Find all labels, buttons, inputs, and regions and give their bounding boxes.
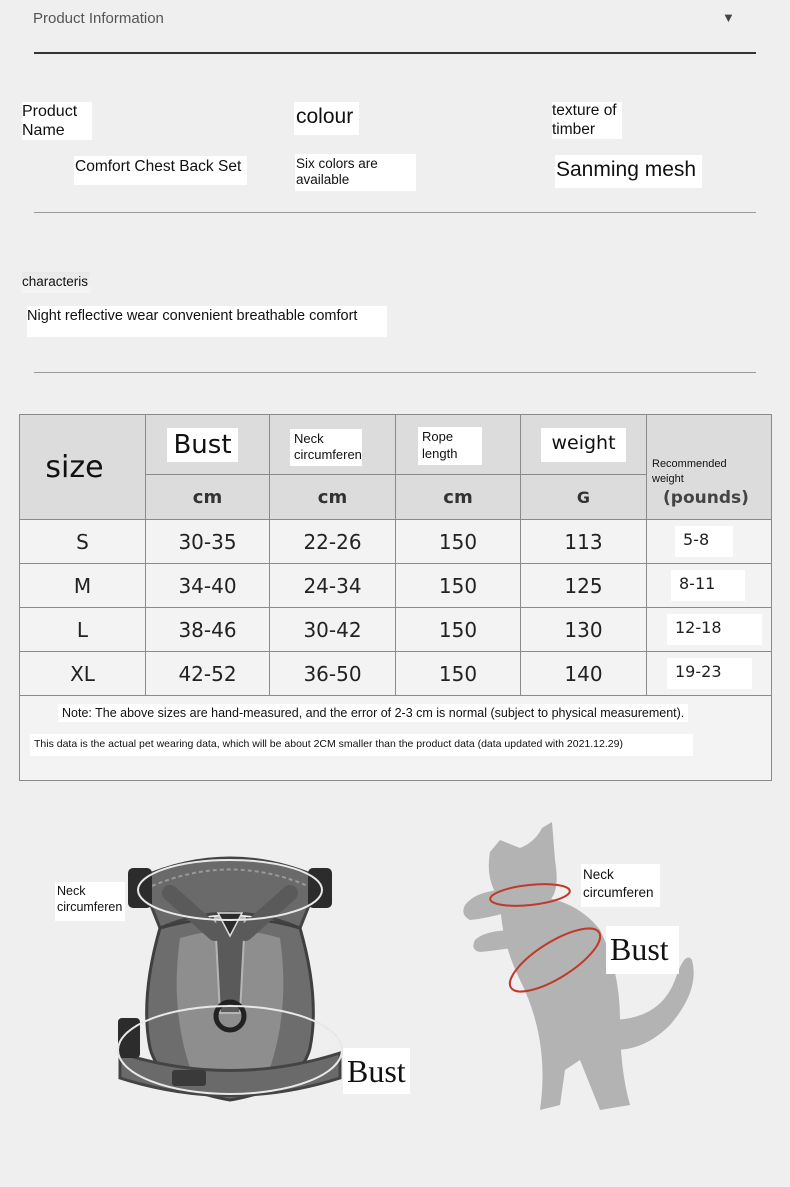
weight-header: weight (521, 415, 647, 475)
table-row (20, 652, 772, 696)
bust-cell: 42-52 (146, 652, 270, 696)
rope-cell: 150 (396, 652, 521, 696)
pounds-cell: 5-8 (647, 520, 772, 564)
note-measurement: Note: The above sizes are hand-measured, and the error of 2-3 cm is normal (subject to physical measurement). (58, 704, 688, 722)
notes-row (20, 696, 772, 781)
divider (34, 372, 756, 373)
pounds-cell: 12-18 (647, 608, 772, 652)
divider (34, 212, 756, 213)
size-header: size (20, 415, 146, 520)
rope-cell: 150 (396, 608, 521, 652)
neck-cell: 22-26 (270, 520, 396, 564)
neck-cell: 24-34 (270, 564, 396, 608)
texture-label: texture of timber (552, 102, 622, 139)
harness-illustration (100, 838, 360, 1118)
weight-cell: 140 (521, 652, 647, 696)
colour-value: Six colors are available (295, 154, 416, 191)
weight-unit: G (576, 487, 591, 507)
size-cell: L (20, 608, 146, 652)
rope-header: Rope length (396, 415, 521, 475)
recommended-weight-header: Recommended weight (pounds) (647, 415, 772, 520)
weight-cell: 125 (521, 564, 647, 608)
harness-neck-label: Neck circumferen (55, 882, 125, 921)
cat-bust-label: Bust (606, 926, 679, 974)
table-row (20, 564, 772, 608)
header-divider (34, 52, 756, 54)
size-table (19, 414, 772, 781)
bust-cell: 34-40 (146, 564, 270, 608)
harness-bust-label: Bust (343, 1048, 410, 1094)
bust-header: Bust (146, 415, 270, 475)
characteristics-value: Night reflective wear convenient breathable comfort (27, 306, 387, 337)
pounds-cell: 8-11 (647, 564, 772, 608)
cat-neck-label: Neck circumferen (581, 864, 660, 907)
product-name-value: Comfort Chest Back Set (74, 156, 247, 185)
size-cell: S (20, 520, 146, 564)
characteristics-label: characteris (22, 272, 90, 293)
bust-cell: 38-46 (146, 608, 270, 652)
table-row (20, 608, 772, 652)
bust-cell: 30-35 (146, 520, 270, 564)
product-name-label: Product Name (22, 102, 92, 140)
notes-cell (20, 696, 772, 781)
size-cell: XL (20, 652, 146, 696)
neck-cell: 36-50 (270, 652, 396, 696)
neck-unit: cm (317, 486, 348, 508)
rope-unit: cm (443, 486, 473, 508)
bust-unit: cm (192, 486, 223, 508)
neck-cell: 30-42 (270, 608, 396, 652)
texture-value: Sanming mesh (555, 155, 702, 188)
section-title: Product Information (33, 10, 164, 27)
rope-cell: 150 (396, 520, 521, 564)
weight-cell: 130 (521, 608, 647, 652)
weight-cell: 113 (521, 520, 647, 564)
colour-label: colour (294, 102, 359, 135)
table-row (20, 520, 772, 564)
expand-caret-icon[interactable]: ▼ (722, 10, 735, 25)
neck-header: Neck circumferen (270, 415, 396, 475)
rope-cell: 150 (396, 564, 521, 608)
header-row (20, 415, 772, 475)
note-wearing-data: This data is the actual pet wearing data, which will be about 2CM smaller than the product data (data updated with 2021.12.29) (30, 734, 693, 756)
pounds-cell: 19-23 (647, 652, 772, 696)
size-cell: M (20, 564, 146, 608)
